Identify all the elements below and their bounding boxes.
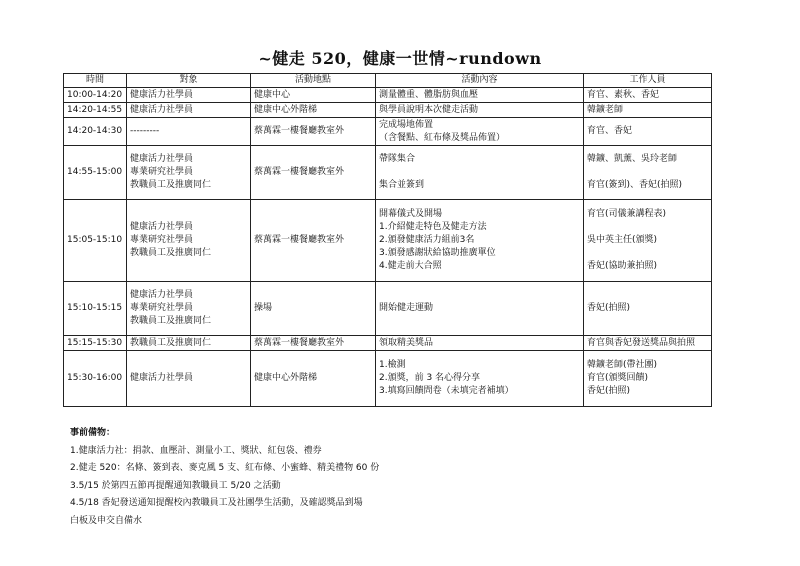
cell-target-line: 教職員工及推廣同仁 xyxy=(130,248,212,258)
cell-staff-line xyxy=(587,166,708,179)
cell-time xyxy=(64,118,127,146)
table-row xyxy=(64,103,712,118)
cell-time xyxy=(64,88,127,103)
cell-target-line: 專業研究社學員 xyxy=(130,167,194,177)
cell-staff xyxy=(584,103,712,118)
cell-target-line: 專業研究社學員 xyxy=(130,303,194,313)
cell-staff xyxy=(584,88,712,103)
notes-item: 白板及申交自備水 xyxy=(70,515,143,526)
cell-content-line: 3.頒發感謝狀給協助推廣單位 xyxy=(379,248,496,258)
cell-content-line: 開始健走運動 xyxy=(379,303,434,313)
preparation-notes xyxy=(70,425,379,531)
cell-content-line: 集合並簽到 xyxy=(379,180,425,190)
cell-time-line: 14:20-14:30 xyxy=(67,126,123,136)
cell-target-line: 教職員工及推廣同仁 xyxy=(130,337,212,348)
cell-place xyxy=(251,200,376,282)
cell-place xyxy=(251,88,376,103)
header-staff: 工作人員 xyxy=(584,74,712,88)
cell-place-line: 健康中心外階梯 xyxy=(254,373,318,383)
cell-staff-line: 韓鑛老師(帶社團) xyxy=(587,360,658,370)
cell-target-line: 健康活力社學員 xyxy=(130,373,194,383)
cell-place xyxy=(251,118,376,146)
rundown-table xyxy=(63,73,712,407)
cell-time-line: 14:20-14:55 xyxy=(67,104,123,115)
cell-content-line: 測量體重、體脂肪與血壓 xyxy=(379,89,479,100)
cell-place xyxy=(251,336,376,351)
cell-place-line: 健康中心 xyxy=(254,89,291,100)
document-title: ~健走 520，健康一世情~rundown xyxy=(258,49,542,68)
cell-target xyxy=(127,351,251,407)
cell-content-line: （含餐點、紅布條及獎品佈置） xyxy=(379,132,506,143)
cell-place xyxy=(251,351,376,407)
cell-place xyxy=(251,146,376,200)
cell-target xyxy=(127,200,251,282)
header-place: 活動地點 xyxy=(251,74,376,88)
cell-time-line: 15:05-15:10 xyxy=(67,235,123,245)
table-header-row xyxy=(64,74,712,88)
cell-content xyxy=(376,351,584,407)
cell-staff-line: 育官與香妃發送獎品與拍照 xyxy=(587,337,696,348)
cell-staff-line: 育官、香妃 xyxy=(587,126,633,136)
cell-staff-line: 韓鑛、凱薰、吳玲老師 xyxy=(587,154,678,164)
cell-content-line xyxy=(379,166,580,179)
cell-target-line: 健康活力社學員 xyxy=(130,222,194,232)
cell-place-line: 操場 xyxy=(254,303,273,313)
cell-time-line: 15:10-15:15 xyxy=(67,303,123,313)
cell-content-line: 完成場地佈置 xyxy=(379,119,434,130)
cell-content-line: 開幕儀式及開場 xyxy=(379,209,443,219)
cell-time-line: 10:00-14:20 xyxy=(67,89,123,100)
cell-target-line: 健康活力社學員 xyxy=(130,154,194,164)
cell-staff-line: 韓鑛老師 xyxy=(587,104,624,115)
cell-content-line: 3.填寫回饋問卷（未填完者補填） xyxy=(379,386,514,396)
header-target: 對象 xyxy=(127,74,251,88)
cell-target xyxy=(127,146,251,200)
cell-time xyxy=(64,146,127,200)
cell-time-line: 15:15-15:30 xyxy=(67,337,123,348)
cell-target xyxy=(127,88,251,103)
cell-content-line: 1.介紹健走特色及健走方法 xyxy=(379,222,487,232)
cell-place-line: 健康中心外階梯 xyxy=(254,104,318,115)
cell-content xyxy=(376,103,584,118)
cell-content xyxy=(376,200,584,282)
cell-staff xyxy=(584,282,712,336)
cell-place-line: 蔡萬霖一樓餐廳教室外 xyxy=(254,235,345,245)
cell-target-line: 專業研究社學員 xyxy=(130,235,194,245)
cell-content-line: 2.頒獎，前 3 名心得分享 xyxy=(379,373,481,383)
cell-place xyxy=(251,103,376,118)
table-row xyxy=(64,88,712,103)
cell-content-line: 2.頒發健康活力組前3名 xyxy=(379,235,475,245)
header-content: 活動內容 xyxy=(376,74,584,88)
table-row xyxy=(64,118,712,146)
cell-content xyxy=(376,88,584,103)
cell-staff xyxy=(584,118,712,146)
cell-content xyxy=(376,146,584,200)
cell-content-line: 與學員說明本次健走活動 xyxy=(379,104,479,115)
cell-place-line: 蔡萬霖一樓餐廳教室外 xyxy=(254,126,345,136)
cell-staff-line: 育官(頒獎回饋) xyxy=(587,373,649,383)
cell-staff-line xyxy=(587,221,708,234)
cell-content xyxy=(376,118,584,146)
table-row xyxy=(64,282,712,336)
cell-target-line: 健康活力社學員 xyxy=(130,104,194,115)
cell-content-line: 帶隊集合 xyxy=(379,154,416,164)
cell-place-line: 蔡萬霖一樓餐廳教室外 xyxy=(254,337,345,348)
cell-time xyxy=(64,282,127,336)
cell-staff xyxy=(584,351,712,407)
cell-target-line: 教職員工及推廣同仁 xyxy=(130,316,212,326)
cell-place-line: 蔡萬霖一樓餐廳教室外 xyxy=(254,167,345,177)
cell-time xyxy=(64,200,127,282)
notes-item: 3.5/15 於第四五節再提醒通知教職員工 5/20 之活動 xyxy=(70,480,281,491)
notes-item: 1.健康活力社：捐款、血壓計、測量小工、獎狀、紅包袋、禮券 xyxy=(70,445,322,456)
notes-item: 4.5/18 香妃發送通知提醒校內教職員工及社團學生活動，及確認獎品到場 xyxy=(70,498,363,509)
cell-content-line: 1.檢測 xyxy=(379,360,406,370)
cell-target xyxy=(127,118,251,146)
cell-time xyxy=(64,351,127,407)
cell-place xyxy=(251,282,376,336)
cell-staff-line: 吳中英主任(頒獎) xyxy=(587,235,658,245)
table-row xyxy=(64,200,712,282)
cell-content xyxy=(376,336,584,351)
cell-target-line: 健康活力社學員 xyxy=(130,290,194,300)
table-row xyxy=(64,336,712,351)
table-body xyxy=(64,88,712,407)
cell-time-line: 15:30-16:00 xyxy=(67,373,123,383)
cell-staff-line: 育官(簽到)、香妃(拍照) xyxy=(587,180,683,190)
cell-staff-line: 香妃(協助兼拍照) xyxy=(587,261,658,271)
cell-time-line: 14:55-15:00 xyxy=(67,167,123,177)
notes-list xyxy=(70,443,379,531)
cell-target-line: 健康活力社學員 xyxy=(130,89,194,100)
cell-staff-line: 育官(司儀兼講程表) xyxy=(587,209,667,219)
cell-target-line: 教職員工及推廣同仁 xyxy=(130,180,212,190)
cell-target-line: --------- xyxy=(130,126,160,136)
cell-target xyxy=(127,103,251,118)
cell-content-line: 領取精美獎品 xyxy=(379,337,434,348)
notes-item: 2.健走 520：名條、簽到表、麥克風 5 支、紅布條、小蜜蜂、精美禮物 60 份 xyxy=(70,463,380,474)
cell-staff-line: 香妃(拍照) xyxy=(587,386,631,396)
cell-content-line: 4.健走前大合照 xyxy=(379,261,442,271)
cell-target xyxy=(127,282,251,336)
table-row xyxy=(64,351,712,407)
cell-time xyxy=(64,103,127,118)
cell-time xyxy=(64,336,127,351)
notes-heading: 事前備物： xyxy=(70,428,116,438)
cell-staff xyxy=(584,146,712,200)
cell-content xyxy=(376,282,584,336)
cell-staff-line: 香妃(拍照) xyxy=(587,303,631,313)
cell-staff xyxy=(584,200,712,282)
cell-target xyxy=(127,336,251,351)
header-time: 時間 xyxy=(64,74,127,88)
table-row xyxy=(64,146,712,200)
cell-staff-line: 育官、素秋、香妃 xyxy=(587,89,660,100)
cell-staff-line xyxy=(587,247,708,260)
cell-staff xyxy=(584,336,712,351)
